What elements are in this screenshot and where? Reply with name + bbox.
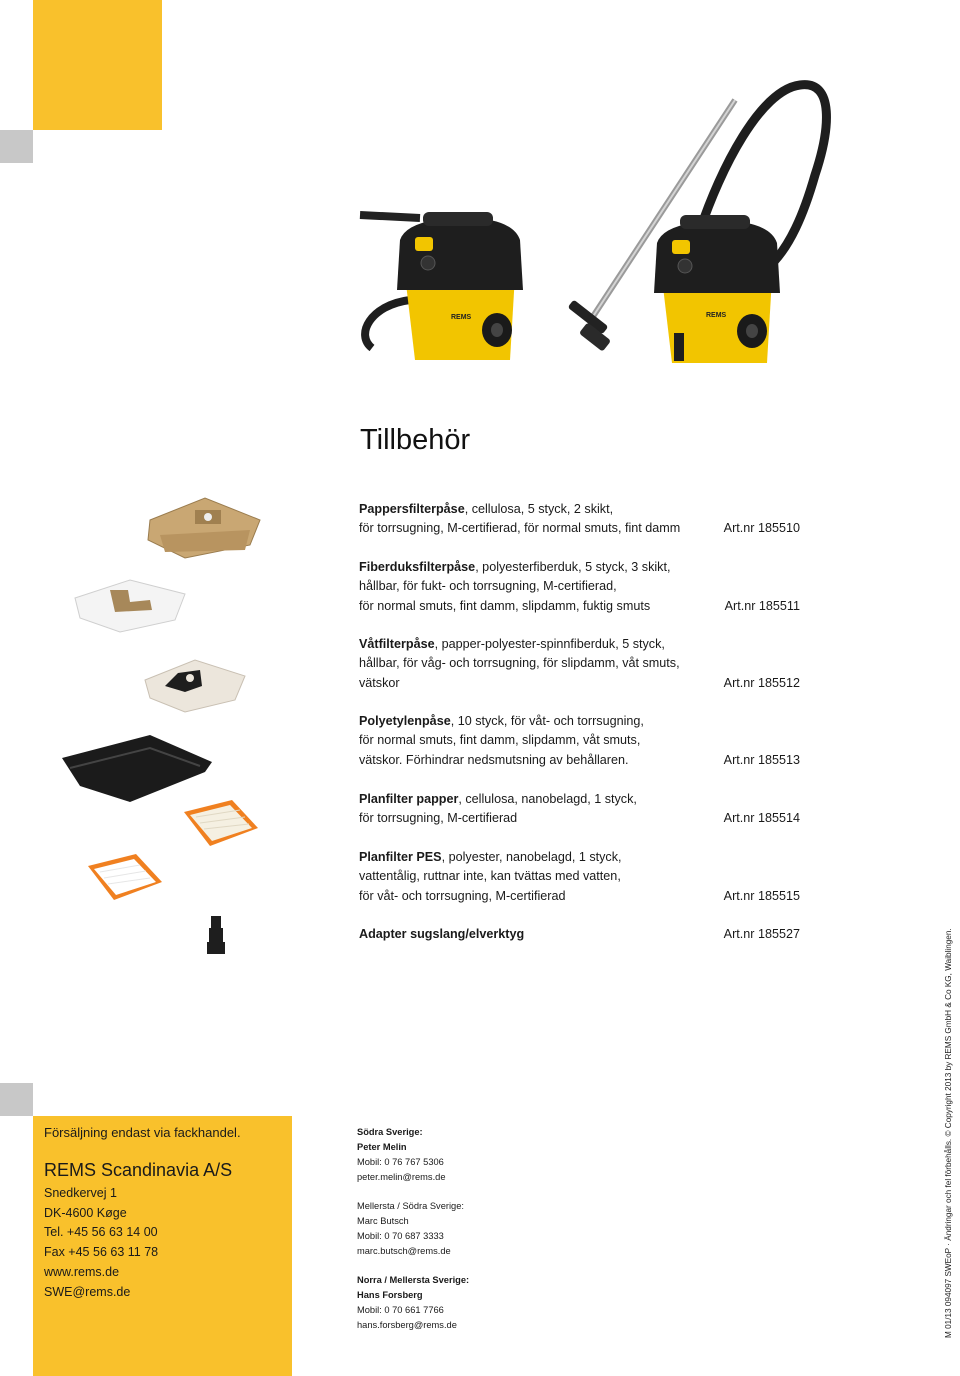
article-number: Art.nr 185512 xyxy=(723,675,800,690)
contact-phone: Mobil: 0 76 767 5306 xyxy=(357,1157,444,1167)
adapter-image xyxy=(207,916,225,954)
article-number: Art.nr 185527 xyxy=(723,927,800,941)
svg-text:REMS: REMS xyxy=(451,314,472,321)
item-title: Adapter sugslang/elverktyg xyxy=(359,927,525,941)
contact-north xyxy=(357,1273,469,1333)
polyethylene-bag-image xyxy=(62,735,212,802)
company-address xyxy=(44,1184,158,1302)
sales-note: Försäljning endast via fackhandel. xyxy=(44,1125,241,1140)
vacuum-left xyxy=(397,212,523,360)
wet-filter-bag-image xyxy=(145,660,245,712)
item-title: Fiberduksfilterpåse xyxy=(359,560,476,574)
item-title: Planfilter PES xyxy=(359,850,442,864)
accessory-item-185527 xyxy=(359,925,804,944)
article-number: Art.nr 185511 xyxy=(724,598,800,613)
article-number: Art.nr 185513 xyxy=(723,752,800,767)
accessory-images xyxy=(0,490,320,1050)
contact-region: Mellersta / Södra Sverige: xyxy=(357,1201,464,1211)
article-number: Art.nr 185510 xyxy=(723,521,800,536)
contact-phone: Mobil: 0 70 661 7766 xyxy=(357,1305,444,1315)
accessory-item-185515: Planfilter PES, polyester, nanobelagd, 1 styck, vattentålig, ruttnar inte, kan tvättas med vatten, för våt- och torrsugning, M-certifierad Art.nr 185515 xyxy=(359,848,804,906)
item-title: Polyetylenpåse xyxy=(359,714,451,728)
accessory-item-185513: Polyetylenpåse, 10 styck, för våt- och torrsugning, för normal smuts, fint damm, slipdamm, våt smuts, vätskor. Förhindrar nedsmutsning av behållaren. Art.nr 185513 xyxy=(359,712,804,770)
accessory-item-185511: Fiberduksfilterpåse, polyesterfiberduk, 5 styck, 3 skikt, hållbar, för fukt- och torrsugning, M-certifierad, för normal smuts, fint damm, slipdamm, fuktig smuts Art.nr 185511 xyxy=(359,558,804,616)
item-title: Pappersfilterpåse xyxy=(359,502,465,516)
website-link[interactable]: www.rems.de xyxy=(44,1264,120,1279)
svg-text:REMS: REMS xyxy=(706,312,727,319)
fax: Fax +45 56 63 11 78 xyxy=(44,1245,159,1260)
accessory-item-185512: Våtfilterpåse, papper-polyester-spinnfiberduk, 5 styck, hållbar, för våg- och torrsugning, för slipdamm, våt smuts, vätskor Art.nr 185512 xyxy=(359,635,804,693)
vacuum-right xyxy=(654,215,780,363)
contact-email[interactable]: peter.melin@rems.de xyxy=(357,1172,446,1182)
fleece-filter-bag-image xyxy=(75,580,185,632)
sales-contacts xyxy=(357,1125,469,1347)
article-number: Art.nr 185515 xyxy=(723,888,800,903)
contact-name: Marc Butsch xyxy=(357,1216,409,1226)
item-title: Planfilter papper xyxy=(359,792,459,806)
contact-email[interactable]: marc.butsch@rems.de xyxy=(357,1246,451,1256)
vacuum-cleaners-image xyxy=(0,0,960,420)
flat-filter-paper-image xyxy=(184,800,258,846)
accessory-item-185510: Pappersfilterpåse, cellulosa, 5 styck, 2 skikt, för torrsugning, M-certifierad, för normal smuts, fint damm Art.nr 185510 xyxy=(359,500,804,539)
address-street: Snedkervej 1 xyxy=(44,1186,117,1200)
article-number: Art.nr 185514 xyxy=(723,811,800,826)
copyright-vertical: M 01/13 094097 SWEoP · Ändringar och fel förbehålls. © Copyright 2013 by REMS GmbH & Co KG, Waiblingen. xyxy=(944,928,953,1338)
contact-email[interactable]: hans.forsberg@rems.de xyxy=(357,1320,457,1330)
phone: Tel. +45 56 63 14 00 xyxy=(44,1225,158,1240)
contact-region: Södra Sverige: xyxy=(357,1127,423,1137)
contact-region: Norra / Mellersta Sverige: xyxy=(357,1275,470,1285)
email-link[interactable]: SWE@rems.de xyxy=(44,1284,131,1299)
address-city: DK-4600 Køge xyxy=(44,1205,127,1220)
flat-filter-pes-image xyxy=(88,854,162,900)
contact-south xyxy=(357,1125,469,1185)
item-title: Våtfilterpåse xyxy=(359,637,435,651)
contact-phone: Mobil: 0 70 687 3333 xyxy=(357,1231,444,1241)
page-title: Tillbehör xyxy=(360,424,471,456)
paper-filter-bag-image xyxy=(148,498,260,558)
accessory-item-185514: Planfilter papper, cellulosa, nanobelagd, 1 styck, för torrsugning, M-certifierad Art.nr 185514 xyxy=(359,790,804,829)
grey-marker-bottom xyxy=(0,1083,33,1116)
contact-name: Peter Melin xyxy=(357,1142,407,1152)
contact-name: Hans Forsberg xyxy=(357,1290,423,1300)
company-name: REMS Scandinavia A/S xyxy=(44,1160,233,1180)
contact-central-south xyxy=(357,1199,469,1259)
